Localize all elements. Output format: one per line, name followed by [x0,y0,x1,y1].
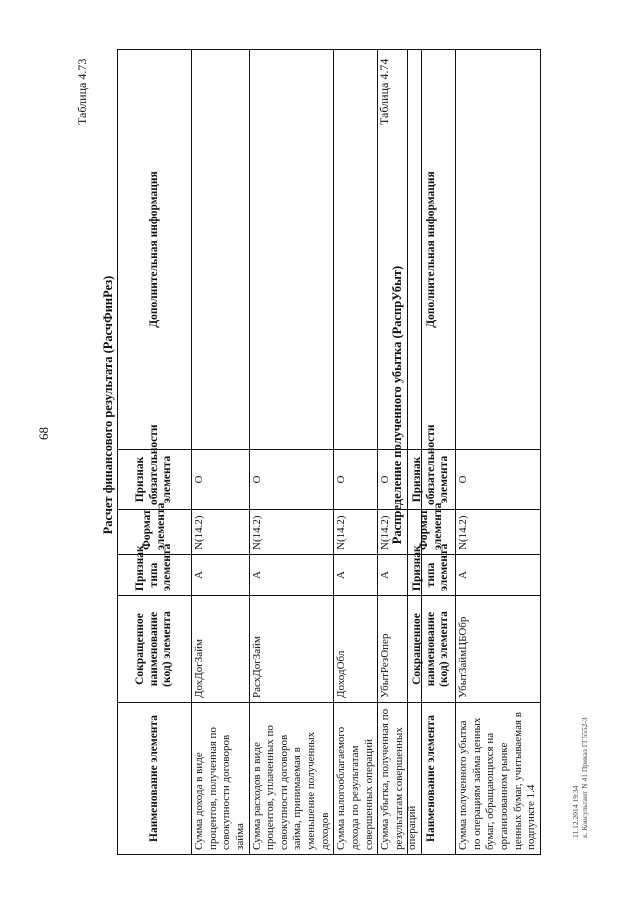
cell-format: N(14.2) [334,510,378,555]
table-4-74-label: Таблица 4.74 [377,58,391,125]
page-number: 68 [36,427,51,440]
table-4-73 [117,49,422,855]
header-info: Дополнительная информация [118,50,192,450]
cell-code: ДохДогЗайм [192,596,250,703]
cell-code: РасхДогЗайм [249,596,334,703]
cell-format: N(14.2) [192,510,250,555]
cell-format: N(14.2) [456,510,541,555]
cell-type: А [249,555,334,596]
cell-type: А [334,555,378,596]
cell-code: УбытРезОпер [378,596,422,703]
cell-code: УбытЗаймЦБОбр [456,596,541,703]
cell-required: О [378,450,422,510]
table-4-74-caption: Распределение полученного убытка (РаспрУбыт) [390,265,404,545]
cell-format: N(14.2) [249,510,334,555]
header-required: Признак обязательности элемента [118,450,192,510]
header-type: Признак типа элемента [408,555,456,596]
cell-format: N(14.2) [378,510,422,555]
table-4-73-label: Таблица 4.73 [75,58,89,125]
header-code: Сокращенное наименование (код) элемента [118,596,192,703]
table-row [192,50,250,855]
table-4-74 [407,49,541,855]
cell-name: Сумма убытка, полученная по результатам совершенных операций [378,703,422,855]
header-format: Формат элемента [118,510,192,555]
cell-name: Сумма дохода в виде процентов, полученная по совокупности договоров займа [192,703,250,855]
table-row [456,50,541,855]
header-name: Наименование элемента [118,703,192,855]
footer-timestamp: 11.12.2014 19:34 [571,785,580,838]
table-4-73-caption: Расчет финансового результата (РасчФинРез) [101,275,115,535]
cell-required: О [249,450,334,510]
footer-note: к. Консультант N 41 Приказ ГГ5552-3 [580,717,589,838]
cell-type: А [192,555,250,596]
header-name: Наименование элемента [408,703,456,855]
header-format: Формат элемента [408,510,456,555]
table-header-row [118,50,192,855]
cell-name: Сумма полученного убытка по операциям займа ценных бумаг, обращающихся на организованном рынке ценных бумаг, учитываемая в подпункте 1.4 [456,703,541,855]
cell-type: А [378,555,422,596]
table-row [249,50,334,855]
header-info: Дополнительная информация [408,50,456,450]
cell-info [192,50,250,450]
cell-info [334,50,378,450]
cell-type: А [456,555,541,596]
cell-info [456,50,541,450]
cell-required: О [456,450,541,510]
cell-code: ДоходОбл [334,596,378,703]
cell-name: Сумма налогооблагаемого дохода по результатам совершенных операций [334,703,378,855]
cell-required: О [334,450,378,510]
header-type: Признак типа элемента [118,555,192,596]
cell-name: Сумма расходов в виде процентов, уплаченных по совокупности договоров займа, принимаемая в уменьшение полученных доходов [249,703,334,855]
cell-required: О [192,450,250,510]
header-code: Сокращенное наименование (код) элемента [408,596,456,703]
table-row [334,50,378,855]
header-required: Признак обязательности элемента [408,450,456,510]
cell-info [249,50,334,450]
table-header-row [408,50,456,855]
